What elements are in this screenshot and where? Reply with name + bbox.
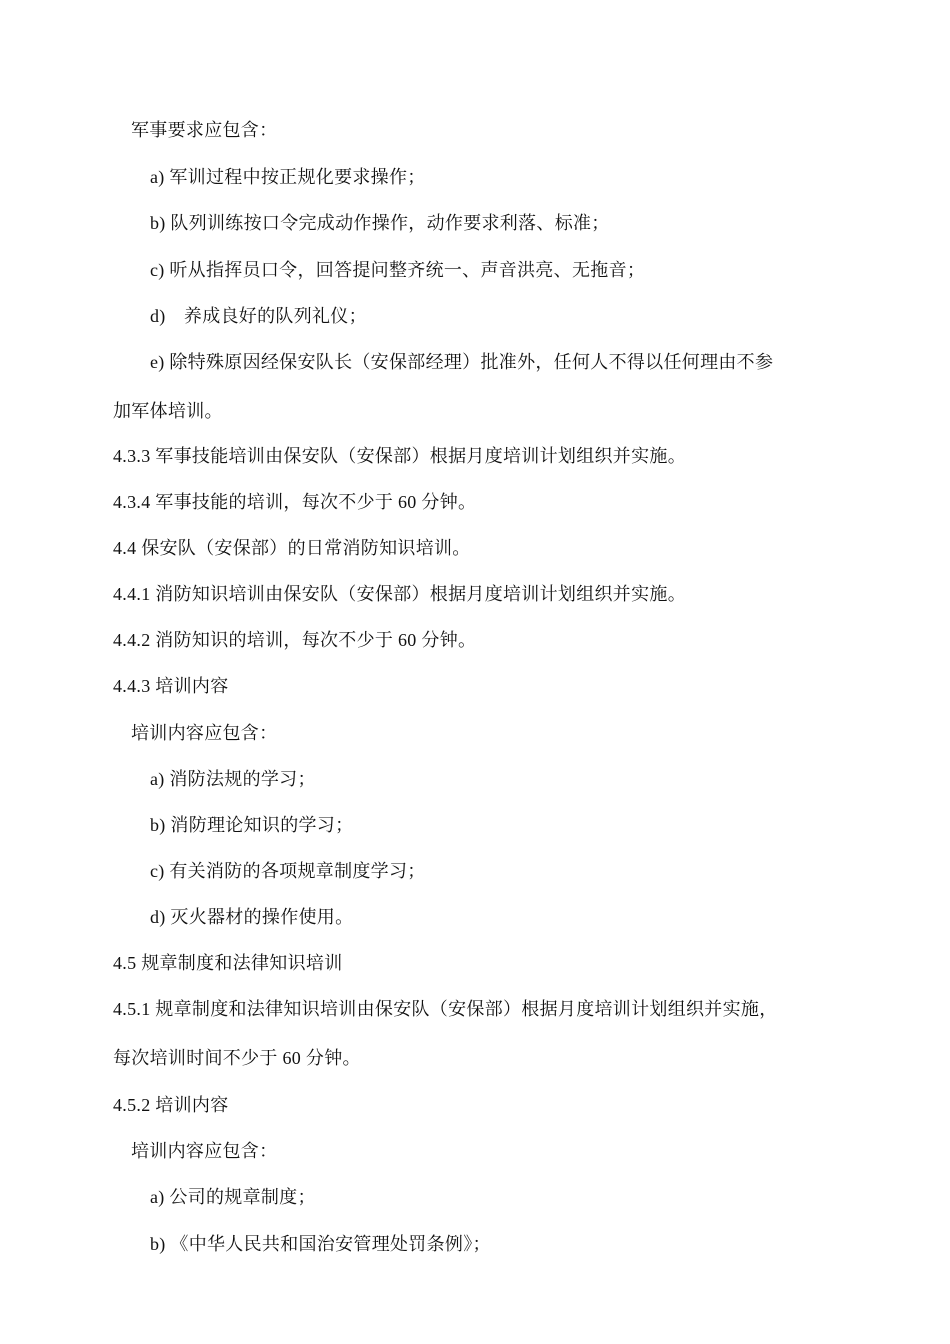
list-item-a: a) 公司的规章制度； bbox=[150, 1187, 316, 1207]
list-item-c: c) 有关消防的各项规章制度学习； bbox=[150, 861, 426, 881]
list-item-a: a) 消防法规的学习； bbox=[150, 769, 316, 789]
section-4-4-2: 4.4.2 消防知识的培训，每次不少于 60 分钟。 bbox=[113, 630, 477, 650]
list-item-d: d) 养成良好的队列礼仪； bbox=[150, 306, 367, 326]
fire-training-intro: 培训内容应包含： bbox=[131, 723, 278, 743]
section-4-3-3: 4.3.3 军事技能培训由保安队（安保部）根据月度培训计划组织并实施。 bbox=[113, 446, 686, 466]
section-4-5-1: 4.5.1 规章制度和法律知识培训由保安队（安保部）根据月度培训计划组织并实施， bbox=[113, 999, 778, 1019]
list-item-e-continued: 加军体培训。 bbox=[113, 401, 223, 421]
section-4-5-2: 4.5.2 培训内容 bbox=[113, 1095, 229, 1115]
section-4-4-1: 4.4.1 消防知识培训由保安队（安保部）根据月度培训计划组织并实施。 bbox=[113, 584, 686, 604]
list-item-b: b) 消防理论知识的学习； bbox=[150, 815, 354, 835]
list-item-b: b) 《中华人民共和国治安管理处罚条例》； bbox=[150, 1234, 491, 1254]
section-4-4: 4.4 保安队（安保部）的日常消防知识培训。 bbox=[113, 538, 471, 558]
section-4-3-4: 4.3.4 军事技能的培训，每次不少于 60 分钟。 bbox=[113, 492, 477, 512]
section-4-4-3: 4.4.3 培训内容 bbox=[113, 676, 229, 696]
military-requirements-intro: 军事要求应包含： bbox=[131, 120, 278, 140]
section-4-5: 4.5 规章制度和法律知识培训 bbox=[113, 953, 343, 973]
section-4-5-1-continued: 每次培训时间不少于 60 分钟。 bbox=[113, 1048, 361, 1068]
regulations-training-intro: 培训内容应包含： bbox=[131, 1141, 278, 1161]
list-item-a: a) 军训过程中按正规化要求操作； bbox=[150, 167, 426, 187]
list-item-d: d) 灭火器材的操作使用。 bbox=[150, 907, 354, 927]
list-item-b: b) 队列训练按口令完成动作操作，动作要求利落、标准； bbox=[150, 213, 610, 233]
list-item-e: e) 除特殊原因经保安队长（安保部经理）批准外，任何人不得以任何理由不参 bbox=[150, 352, 774, 372]
list-item-c: c) 听从指挥员口令，回答提问整齐统一、声音洪亮、无拖音； bbox=[150, 260, 646, 280]
